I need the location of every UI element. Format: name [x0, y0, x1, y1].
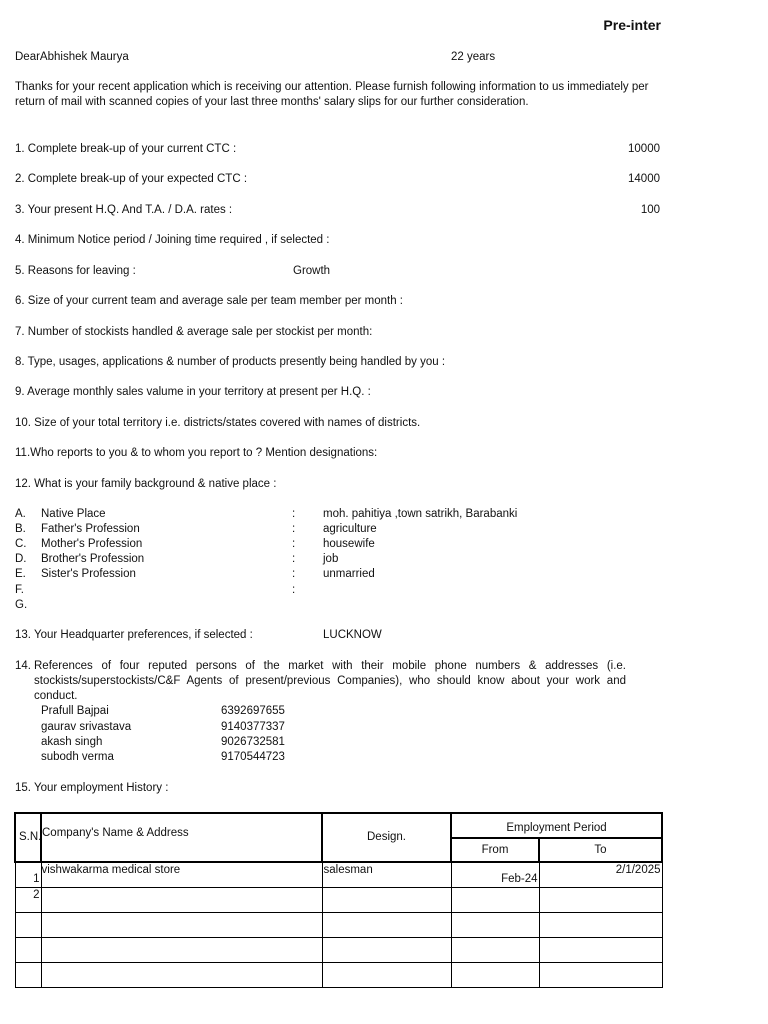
question-2: 2. Complete break-up of your expected CTC :: [15, 173, 248, 185]
table-row: [15, 862, 662, 887]
row-from: [451, 962, 539, 987]
row-company: [41, 887, 322, 912]
table-row: [15, 962, 662, 987]
row-designation: salesman: [322, 862, 451, 887]
row-sn: 2: [15, 887, 41, 912]
table-row: [15, 937, 662, 962]
family-letter: B.: [15, 523, 26, 535]
salutation-name: DearAbhishek Maurya: [15, 51, 129, 63]
row-from: Feb-24: [451, 862, 539, 887]
row-to: 2/1/2025: [539, 862, 662, 887]
family-value: housewife: [323, 538, 375, 550]
reference-name: akash singh: [41, 736, 103, 748]
family-colon: :: [292, 553, 296, 565]
intro-paragraph: Thanks for your recent application which is receiving our attention. Please furnish following information to us immediately per return of mail with scanned copies of your last three months' salary slips for our further consideration.: [15, 81, 649, 108]
row-designation: [322, 912, 451, 937]
header-company: Company's Name & Address: [41, 813, 322, 862]
answer-1: 10000: [628, 143, 660, 155]
row-company: [41, 912, 322, 937]
family-value: agriculture: [323, 523, 377, 535]
question-4: 4. Minimum Notice period / Joining time required , if selected :: [15, 234, 330, 246]
question-1: 1. Complete break-up of your current CTC :: [15, 143, 237, 155]
header-employment-period: Employment Period: [451, 813, 662, 838]
header-to: To: [539, 838, 662, 862]
header-sn: S.N.: [15, 813, 41, 862]
row-from: [451, 937, 539, 962]
family-label: Brother's Profession: [41, 553, 145, 565]
question-3: 3. Your present H.Q. And T.A. / D.A. rates :: [15, 204, 233, 216]
row-company: [41, 937, 322, 962]
salutation-age: 22 years: [451, 51, 496, 63]
row-designation: [322, 962, 451, 987]
header-from: From: [451, 838, 539, 862]
answer-5: Growth: [293, 265, 331, 277]
answer-2: 14000: [628, 173, 660, 185]
answer-3: 100: [640, 204, 660, 216]
reference-phone: 6392697655: [221, 705, 285, 717]
row-to: [539, 962, 662, 987]
row-sn: [15, 937, 41, 962]
family-letter: C.: [15, 538, 27, 550]
question-15: 15. Your employment History :: [15, 782, 169, 794]
family-colon: :: [292, 538, 296, 550]
family-colon: :: [292, 523, 296, 535]
row-sn: [15, 912, 41, 937]
question-10: 10. Size of your total territory i.e. districts/states covered with names of districts.: [15, 417, 421, 429]
row-designation: [322, 887, 451, 912]
table-row: [15, 912, 662, 937]
answer-13: LUCKNOW: [323, 629, 382, 641]
family-label: Native Place: [41, 508, 106, 520]
family-letter: A.: [15, 508, 26, 520]
question-13: 13. Your Headquarter preferences, if selected :: [15, 629, 253, 641]
employment-table: [14, 812, 663, 988]
row-sn: [15, 962, 41, 987]
family-colon: :: [292, 584, 296, 596]
row-designation: [322, 937, 451, 962]
table-header-row: [15, 813, 662, 838]
question-5: 5. Reasons for leaving :: [15, 265, 136, 277]
question-14: References of four reputed persons of the market with their mobile phone numbers & addresses (i.e. stockists/superstockists/C&F Agents of present/previous Companies), who should know about your work and conduct.: [34, 660, 626, 702]
row-to: [539, 937, 662, 962]
page-title: Pre-inter: [603, 17, 661, 33]
question-9: 9. Average monthly sales valume in your territory at present per H.Q. :: [15, 386, 371, 398]
question-7: 7. Number of stockists handled & average sale per stockist per month:: [15, 326, 373, 338]
question-8: 8. Type, usages, applications & number of products presently being handled by you :: [15, 356, 446, 368]
question-6: 6. Size of your current team and average sale per team member per month :: [15, 295, 403, 307]
row-to: [539, 912, 662, 937]
family-label: Sister's Profession: [41, 568, 136, 580]
family-letter: F.: [15, 584, 24, 596]
family-letter: G.: [15, 599, 28, 611]
row-to: [539, 887, 662, 912]
question-11: 11.Who reports to you & to whom you report to ? Mention designations:: [15, 447, 378, 459]
family-colon: :: [292, 568, 296, 580]
row-from: [451, 887, 539, 912]
reference-name: gaurav srivastava: [41, 721, 132, 733]
row-company: vishwakarma medical store: [41, 862, 322, 887]
family-letter: E.: [15, 568, 26, 580]
family-value: job: [323, 553, 339, 565]
reference-phone: 9026732581: [221, 736, 285, 748]
reference-phone: 9140377337: [221, 721, 285, 733]
table-row: [15, 887, 662, 912]
family-label: Father's Profession: [41, 523, 140, 535]
family-colon: :: [292, 508, 296, 520]
row-company: [41, 962, 322, 987]
family-label: Mother's Profession: [41, 538, 143, 550]
reference-name: Prafull Bajpai: [41, 705, 109, 717]
header-designation: Design.: [322, 813, 451, 862]
row-from: [451, 912, 539, 937]
reference-name: subodh verma: [41, 751, 114, 763]
reference-phone: 9170544723: [221, 751, 285, 763]
family-letter: D.: [15, 553, 27, 565]
row-sn: 1: [15, 862, 41, 887]
question-12: 12. What is your family background & native place :: [15, 478, 277, 490]
family-value: moh. pahitiya ,town satrikh, Barabanki: [323, 508, 518, 520]
family-value: unmarried: [323, 568, 375, 580]
question-14-number: 14.: [15, 660, 31, 672]
